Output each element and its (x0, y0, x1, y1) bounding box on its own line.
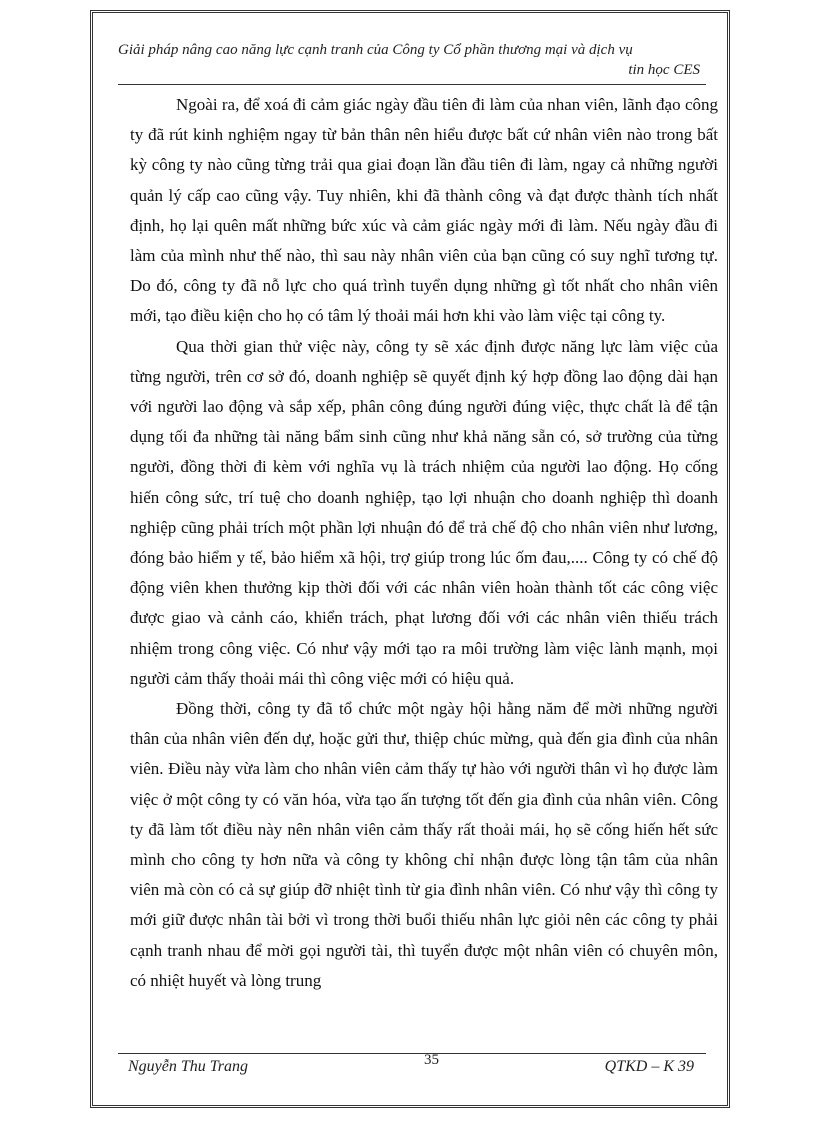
paragraph-2: Qua thời gian thử việc này, công ty sẽ xác định được năng lực làm việc của từng người, trên cơ sở đó, doanh nghiệp sẽ quyết định ký hợp đồng lao động dài hạn với người lao động và sắp xếp, phân công đúng người đúng việc, thực chất là để tận dụng tối đa những tài năng bẩm sinh cũng như khả năng sẵn có, sở trường của từng người, đồng thời đi kèm với nghĩa vụ là trách nhiệm của người lao động. Họ cống hiến công sức, trí tuệ cho doanh nghiệp, tạo lợi nhuận cho doanh nghiệp thì doanh nghiệp cũng phải trích một phần lợi nhuận đó để trả chế độ cho nhân viên như lương, đóng bảo hiểm y tế, bảo hiểm xã hội, trợ giúp trong lúc ốm đau,.... Công ty có chế độ động viên khen thưởng kịp thời đối với các nhân viên hoàn thành tốt các công việc được giao và cảnh cáo, khiển trách, phạt lương đối với các nhân viên thiếu trách nhiệm trong công việc. Có như vậy mới tạo ra môi trường làm việc lành mạnh, mọi người cảm thấy thoải mái thì công việc mới có hiệu quả. (130, 336, 718, 688)
footer-rule (118, 1053, 706, 1054)
header-title-line-2: tin học CES (628, 62, 700, 78)
footer-class-code: QTKD – K 39 (604, 1058, 694, 1075)
running-header (118, 40, 706, 80)
document-body (130, 90, 718, 996)
running-footer (118, 1052, 706, 1080)
header-title-line-1: Giải pháp nâng cao năng lực cạnh tranh của Công ty Cổ phần thương mại và dịch vụ (118, 42, 633, 58)
paragraph-3: Đồng thời, công ty đã tổ chức một ngày hội hằng năm để mời những người thân của nhân viên đến dự, hoặc gửi thư, thiệp chúc mừng, quà đến gia đình của nhân viên. Điều này vừa làm cho nhân viên cảm thấy tự hào với người thân vì họ được làm việc ở một công ty có văn hóa, vừa tạo ấn tượng tốt đến gia đình của nhân viên. Công ty đã làm tốt điều này nên nhân viên cảm thấy rất thoải mái, họ sẽ cống hiến hết sức mình cho công ty hơn nữa và công ty không chỉ nhận được lòng tận tâm của nhân viên mà còn có cả sự giúp đỡ nhiệt tình từ gia đình nhân viên. Có như vậy thì công ty mới giữ được nhân tài bởi vì trong thời buổi thiếu nhân lực giỏi nên các công ty phải cạnh tranh nhau để mời gọi người tài, thì tuyển được một nhân viên có chuyên môn, có nhiệt huyết và lòng trung (130, 699, 718, 990)
footer-author: Nguyễn Thu Trang (128, 1058, 249, 1075)
header-rule (118, 84, 706, 85)
page-number: 35 (424, 1052, 439, 1068)
paragraph-1: Ngoài ra, để xoá đi cảm giác ngày đầu tiên đi làm của nhan viên, lãnh đạo công ty đã rút kinh nghiệm ngay từ bản thân nên hiểu được bất cứ nhân viên nào trong bất kỳ công ty nào cũng từng trải qua giai đoạn lần đầu tiên đi làm, ngay cả những người quản lý cấp cao cũng vậy. Tuy nhiên, khi đã thành công và đạt được thành tích nhất định, họ lại quên mất những bức xúc và cảm giác ngày mới đi làm. Nếu ngày đầu đi làm của mình như thế nào, thì sau này nhân viên của bạn cũng có suy nghĩ tương tự. Do đó, công ty đã nỗ lực cho quá trình tuyển dụng những gì tốt nhất cho nhân viên mới, tạo điều kiện cho họ có tâm lý thoải mái hơn khi vào làm việc tại công ty. (130, 95, 718, 326)
